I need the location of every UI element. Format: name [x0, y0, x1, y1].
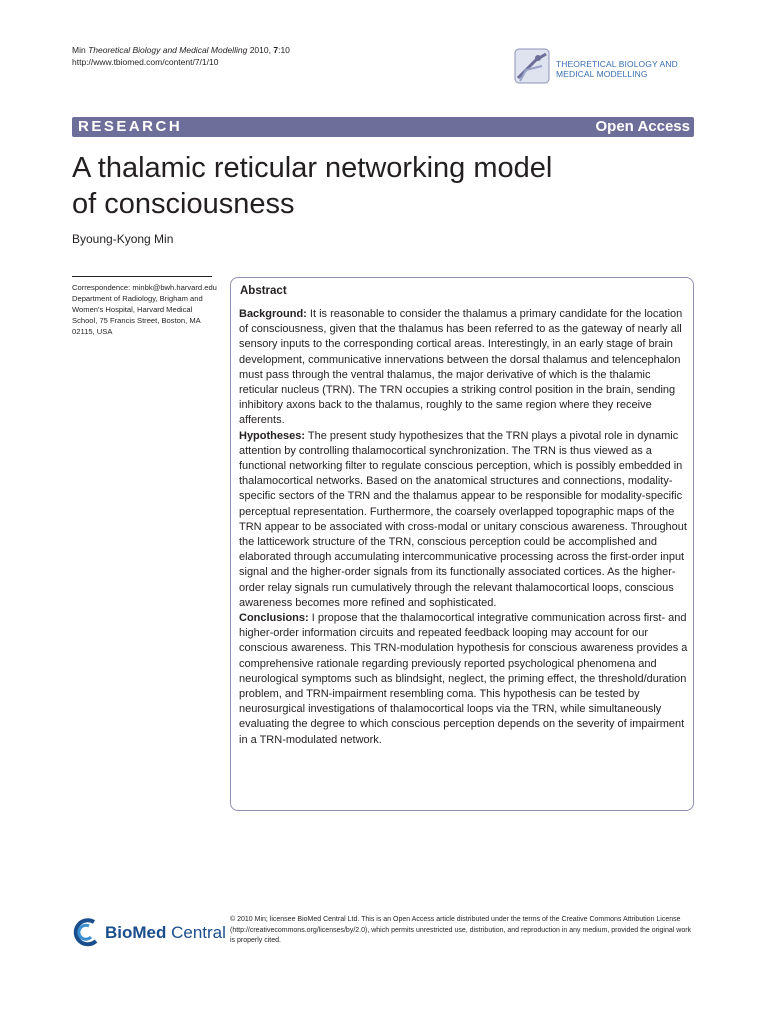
citation-year: 2010, [249, 45, 271, 55]
affiliation-address: Department of Radiology, Brigham and Women's Hospital, Harvard Medical School, 75 Francis Street, Boston, MA 02115, USA [72, 294, 203, 336]
citation-url[interactable]: http://www.tbiomed.com/content/7/1/10 [72, 57, 219, 67]
conclusions-text: I propose that the thalamocortical integrative communication across first- and higher-order information circuits and repeated feedback looping may account for our conscious awareness. This TRN-modulation hypothesis for conscious awareness provides a comprehensive rationale regarding previously reported psychological phenomena and neurological symptoms such as blindsight, neglect, the priming effect, the threshold/duration problem, and TRN-impairment resembling coma. This hypothesis can be tested by neurosurgical investigations of thalamocortical loops via the TRN, while simultaneously evaluating the degree to which conscious perception depends on the severity of impairment in a TRN-modulated network. [239, 612, 688, 746]
article-type-banner [72, 117, 694, 137]
abstract-body [239, 307, 689, 748]
citation-volume: 7 [273, 45, 279, 55]
sidebar-divider [72, 276, 212, 277]
journal-name-line2: MEDICAL MODELLING [556, 69, 648, 79]
publisher-bold: BioMed [105, 923, 167, 942]
correspondence: Correspondence: minbk@bwh.harvard.edu [72, 283, 217, 292]
article-type-label: RESEARCH [78, 118, 183, 135]
publisher-rest: Central [166, 923, 226, 942]
citation-article: :10 [278, 45, 290, 55]
citation-header [72, 44, 290, 68]
hypotheses-text: The present study hypothesizes that the TRN plays a pivotal role in dynamic attention by controlling thalamocortical synchronization. The TRN is thus viewed as a functional networking filter to regulate conscious perception, which is possibly embedded in thalamocortical networks. Based on the anatomical structures and connections, modality-specific sectors of the TRN and the thalamus appear to be responsible for modality-specific perceptual representation. Furthermore, the coarsely overlapped topographic maps of the TRN appear to be associated with cross-modal or unitary conscious awareness. Throughout the latticework structure of the TRN, conscious perception could be accomplished and elaborated through accumulating intercommunicative processing across the first-order input signal and the higher-order signals from its functionally associated cortices. As the higher-order relay signals run cumulatively through the relevant thalamocortical loops, conscious awareness becomes more refined and sophisticated. [239, 429, 687, 609]
abstract-hypotheses [239, 429, 689, 611]
title-line2: of consciousness [72, 188, 295, 220]
affiliation-block [72, 282, 217, 337]
biomed-central-icon [72, 917, 102, 947]
abstract-heading: Abstract [240, 285, 287, 297]
title-line1: A thalamic reticular networking model [72, 152, 553, 184]
open-access-label: Open Access [595, 118, 690, 135]
journal-name [556, 59, 678, 79]
article-title [72, 150, 632, 222]
abstract-background [239, 307, 689, 429]
biomed-central-logo [72, 917, 226, 947]
article-author: Byoung-Kyong Min [72, 232, 174, 246]
abstract-conclusions [239, 611, 689, 748]
journal-logo [514, 46, 704, 86]
biomed-central-wordmark [105, 923, 226, 943]
license-statement: © 2010 Min; licensee BioMed Central Ltd. This is an Open Access article distributed under the terms of the Creative Commons Attribution License (http://creativecommons.org/licenses/by/2.0), which permits unrestricted use, distribution, and reproduction in any medium, provided the original work is properly cited. [230, 916, 692, 944]
citation-journal: Theoretical Biology and Medical Modelling [88, 45, 248, 55]
conclusions-label: Conclusions: [239, 612, 309, 625]
hypotheses-label: Hypotheses: [239, 429, 306, 442]
journal-emblem-icon [514, 48, 550, 84]
citation-line [72, 44, 290, 56]
background-label: Background: [239, 308, 307, 320]
journal-name-line1: THEORETICAL BIOLOGY AND [556, 59, 678, 69]
background-text: It is reasonable to consider the thalamus a primary candidate for the location of consciousness, given that the thalamus has been referred to as the gateway of nearly all sensory inputs to the corresponding cortical areas. Interestingly, in an early stage of brain development, communicative innervations between the dorsal thalamus and telencephalon must pass through the ventral thalamus, the major derivative of which is the thalamic reticular nucleus (TRN). The TRN occupies a striking control position in the brain, sending inhibitory axons back to the thalamus, roughly to the same region where they receive afferents. [239, 308, 683, 427]
citation-author: Min [72, 45, 86, 55]
